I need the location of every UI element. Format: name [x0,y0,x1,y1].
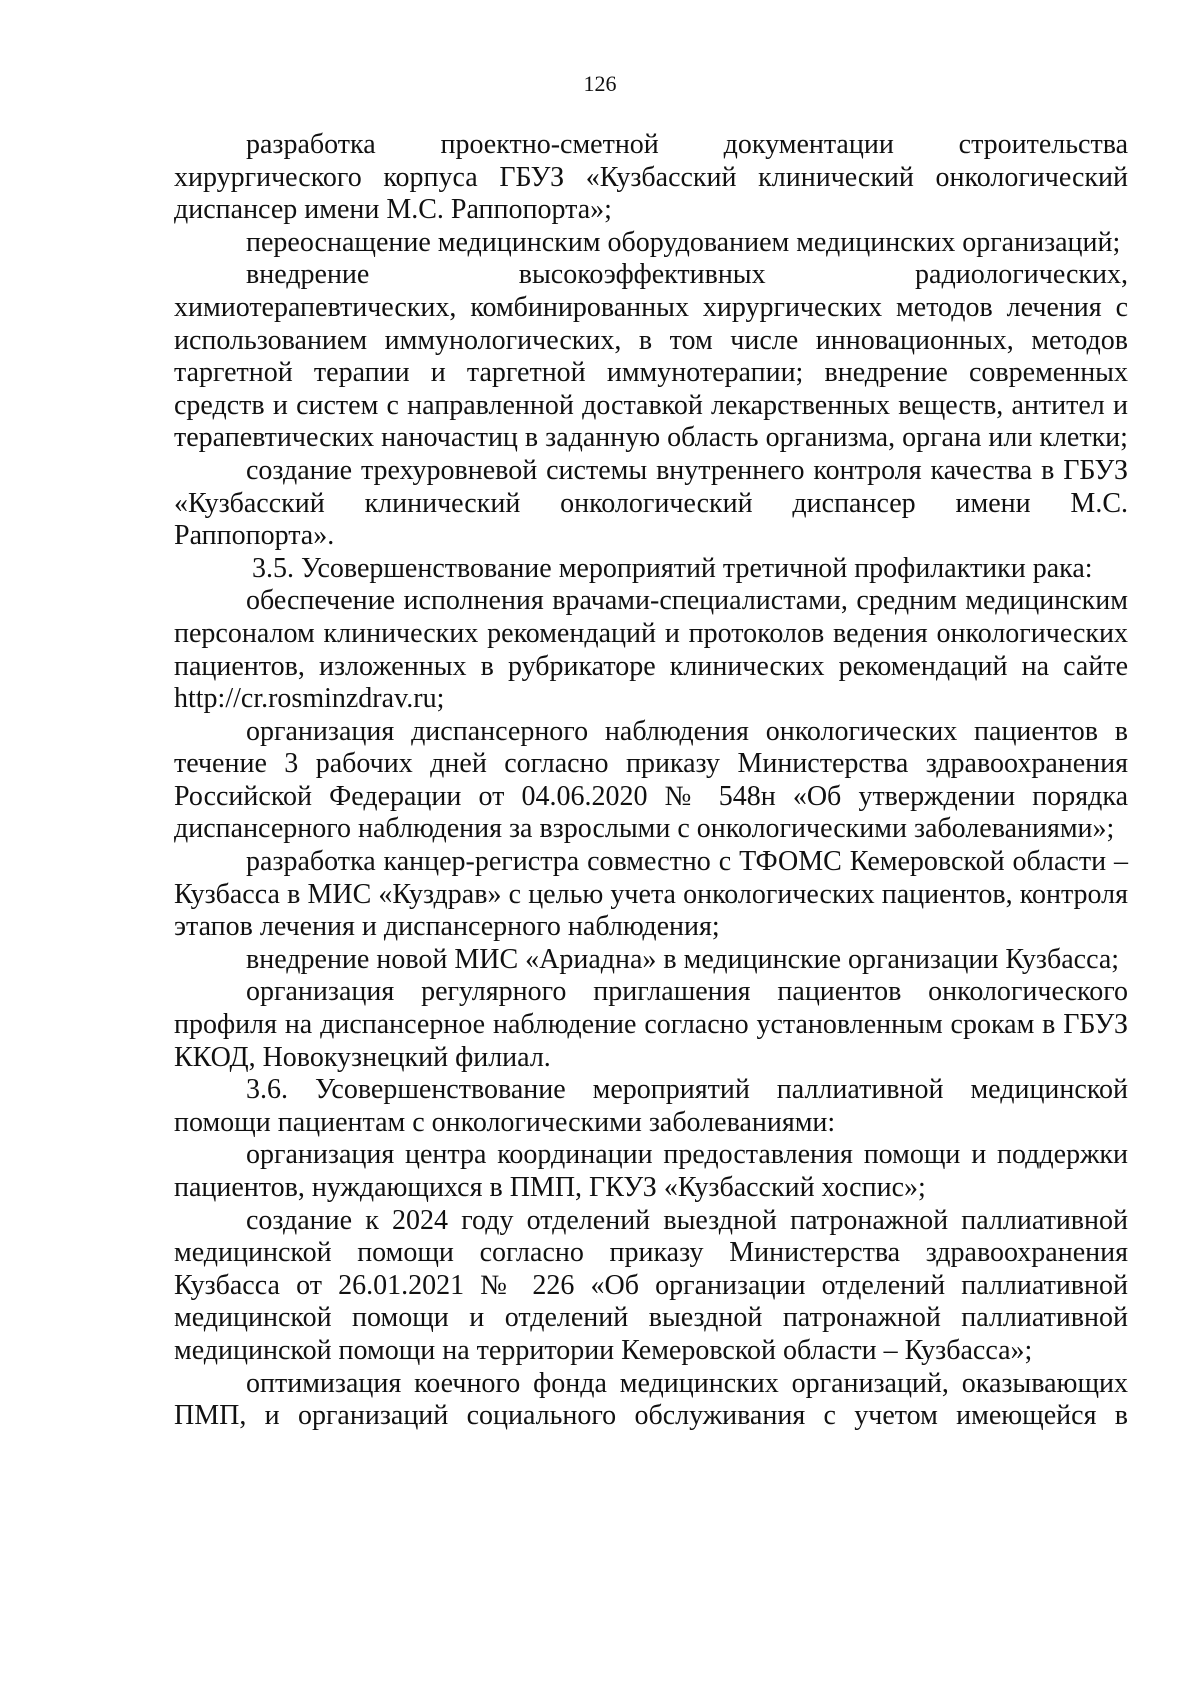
paragraph-design-documentation: разработка проектно-сметной документации строительства хирургического корпуса ГБУЗ «Кузбасский клинический онкологический диспансер имени М.С. Раппопорта»; [174,129,1128,226]
paragraph-coordination-center: организация центра координации предоставления помощи и поддержки пациентов, нуждающихся в ПМП, ГКУЗ «Кузбасский хоспис»; [174,1139,1128,1203]
document-body [174,129,1128,1433]
paragraph-visiting-departments: создание к 2024 году отделений выездной патронажной паллиативной медицинской помощи согласно приказу Министерства здравоохранения Кузбасса от 26.01.2021 № 226 «Об организации отделений паллиативной медицинской помощи и отделений выездной патронажной паллиативной медицинской помощи на территории Кемеровской области – Кузбасса»; [174,1204,1128,1366]
paragraph-clinical-guidelines: обеспечение исполнения врачами-специалистами, средним медицинским персоналом клинических рекомендаций и протоколов ведения онкологических пациентов, изложенных в рубрикаторе клинических рекомендаций на сайте http://cr.rosminzdrav.ru; [174,585,1128,715]
paragraph-mis-ariadna: внедрение новой МИС «Ариадна» в медицинские организации Кузбасса; [246,943,1120,975]
paragraph-dispensary-observation: организация диспансерного наблюдения онкологических пациентов в течение 3 рабочих дней согласно приказу Министерства здравоохранения Российской Федерации от 04.06.2020 № 548н «Об утверждении порядка диспансерного наблюдения за взрослыми с онкологическими заболеваниями»; [174,715,1128,845]
paragraph-bed-fund: оптимизация коечного фонда медицинских организаций, оказывающих ПМП, и организаций социального обслуживания с учетом имеющейся в [174,1367,1128,1432]
page-number: 126 [583,71,617,96]
paragraph-equipment-upgrade: переоснащение медицинским оборудованием медицинских организаций; [246,226,1121,258]
paragraph-cancer-register: разработка канцер-регистра совместно с ТФОМС Кемеровской области – Кузбасса в МИС «Куздрав» с целью учета онкологических пациентов, контроля этапов лечения и диспансерного наблюдения; [174,846,1128,943]
paragraph-treatment-methods: внедрение высокоэффективных радиологических, химиотерапевтических, комбинированных хирургических методов лечения с использованием иммунологических, в том числе инновационных, методов таргетной терапии и таргетной иммунотерапии; внедрение современных средств и систем с направленной доставкой лекарственных веществ, антител и терапевтических наночастиц в заданную область организма, органа или клетки; [174,259,1128,454]
paragraph-regular-invitation: организация регулярного приглашения пациентов онкологического профиля на диспансерное наблюдение согласно установленным срокам в ГБУЗ ККОД, Новокузнецкий филиал. [174,976,1128,1073]
paragraph-section-3-5: 3.5. Усовершенствование мероприятий третичной профилактики рака: [252,552,1093,584]
paragraph-quality-control: создание трехуровневой системы внутреннего контроля качества в ГБУЗ «Кузбасский клинический онкологический диспансер имени М.С. Раппопорта». [174,454,1128,552]
paragraph-section-3-6: 3.6. Усовершенствование мероприятий паллиативной медицинской помощи пациентам с онкологическими заболеваниями: [174,1074,1128,1138]
